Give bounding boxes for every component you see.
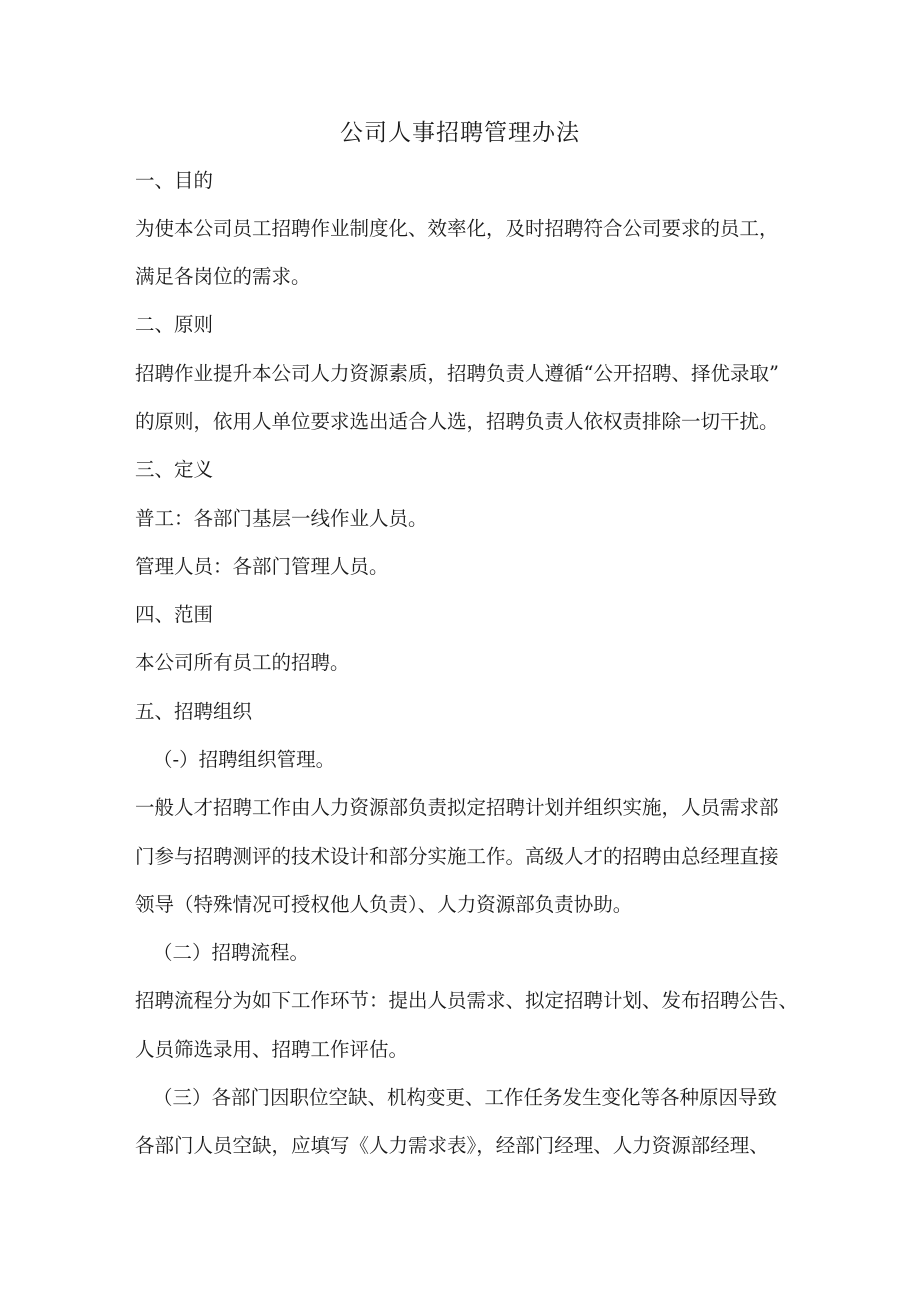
paragraph-line: 本公司所有员工的招聘。 <box>135 651 350 674</box>
heading-definition: 三、定义 <box>135 458 214 481</box>
paragraph-line: 管理人员：各部门管理人员。 <box>135 555 389 578</box>
paragraph-line: 一般人才招聘工作由人力资源部负责拟定招聘计划并组织实施，人员需求部 <box>135 796 779 819</box>
paragraph-line: 招聘流程分为如下工作环节：提出人员需求、拟定招聘计划、发布招聘公告、 <box>135 989 799 1012</box>
paragraph-line: 人员筛选录用、招聘工作评估。 <box>135 1038 409 1061</box>
heading-recruitment-organization: 五、招聘组织 <box>135 700 253 723</box>
paragraph-line: 门参与招聘测评的技术设计和部分实施工作。高级人才的招聘由总经理直接 <box>135 845 779 868</box>
paragraph-line: 招聘作业提升本公司人力资源素质，招聘负责人遵循“公开招聘、择优录取” <box>135 362 779 385</box>
heading-principle: 二、原则 <box>135 313 214 336</box>
heading-purpose: 一、目的 <box>135 169 214 192</box>
paragraph-line: 为使本公司员工招聘作业制度化、效率化，及时招聘符合公司要求的员工， <box>135 217 779 240</box>
document-title: 公司人事招聘管理办法 <box>340 120 580 146</box>
paragraph-line: 领导（特殊情况可授权他人负责）、人力资源部负责协助。 <box>135 893 633 916</box>
heading-scope: 四、范围 <box>135 603 214 626</box>
paragraph-line: 的原则，依用人单位要求选出适合人选，招聘负责人依权责排除一切干扰。 <box>135 410 779 433</box>
paragraph-line: （三）各部门因职位空缺、机构变更、工作任务发生变化等各种原因导致 <box>153 1086 778 1109</box>
subheading-organization-management: （-）招聘组织管理。 <box>153 748 336 771</box>
paragraph-line: 各部门人员空缺，应填写《人力需求表》，经部门经理、人力资源部经理、 <box>135 1134 769 1157</box>
paragraph-line: 满足各岗位的需求。 <box>135 265 311 288</box>
subheading-recruitment-process: （二）招聘流程。 <box>153 941 310 964</box>
paragraph-line: 普工：各部门基层一线作业人员。 <box>135 507 428 530</box>
